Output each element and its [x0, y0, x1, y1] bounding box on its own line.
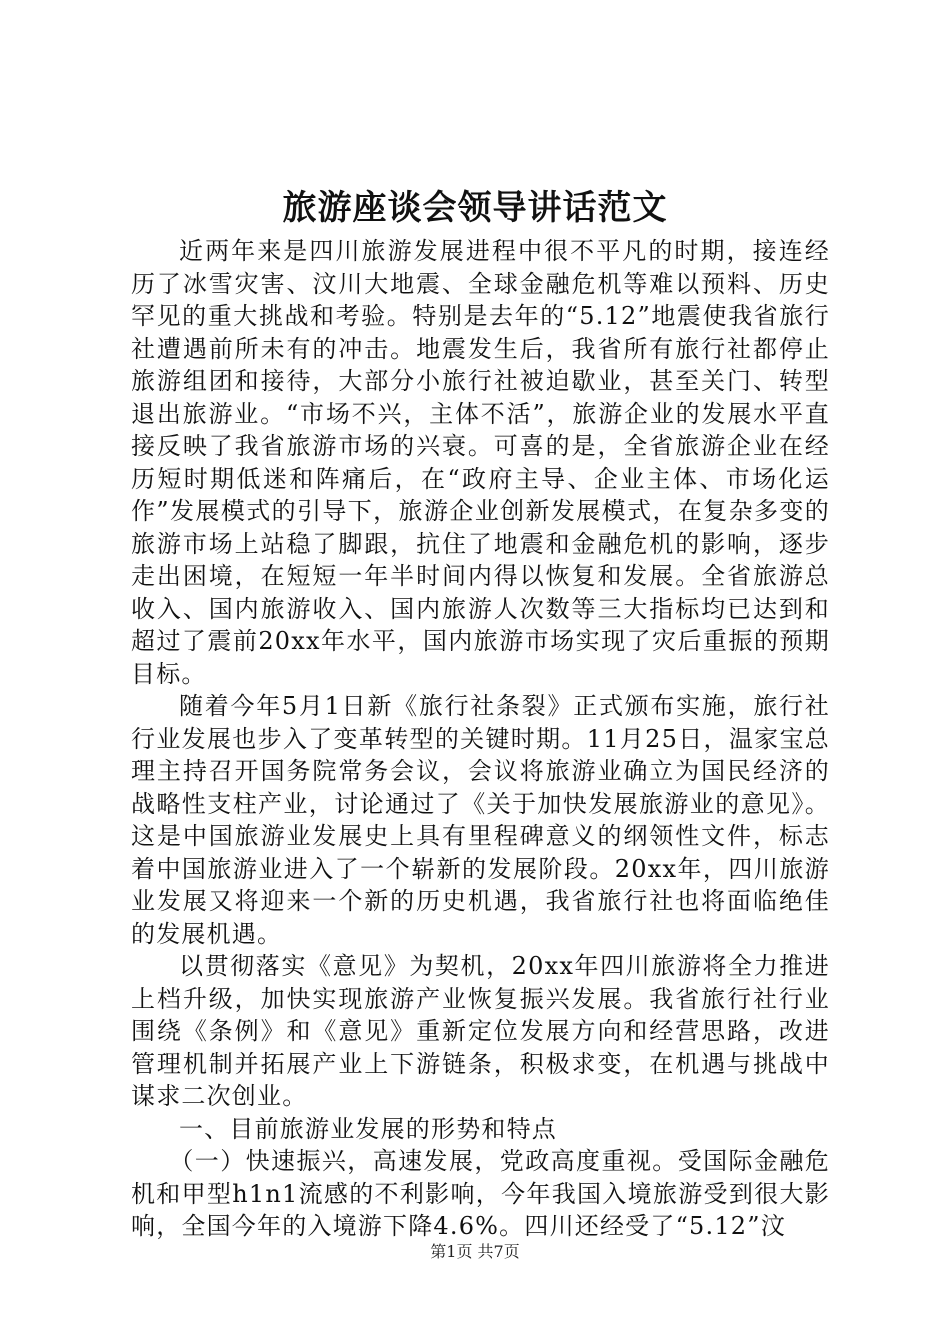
sub-paragraph: （一）快速振兴，高速发展，党政高度重视。受国际金融危机和甲型h1n1流感的不利影响，今年我国入境旅游受到很大影响，全国今年的入境游下降4.6%。四川还经受了“5.12”汶	[131, 1147, 830, 1240]
paragraph-2: 随着今年5月1日新《旅行社条裂》正式颁布实施，旅行社行业发展也步入了变革转型的关键时期。11月25日，温家宝总理主持召开国务院常务会议，会议将旅游业确立为国民经济的战略性支柱产业，讨论通过了《关于加快发展旅游业的意见》。这是中国旅游业发展史上具有里程碑意义的纲领性文件，标志着中国旅游业进入了一个崭新的发展阶段。20xx年，四川旅游业发展又将迎来一个新的历史机遇，我省旅行社也将面临绝佳的发展机遇。	[131, 692, 830, 948]
document-body	[131, 235, 830, 1243]
paragraph-1: 近两年来是四川旅游发展进程中很不平凡的时期，接连经历了冰雪灾害、汶川大地震、全球金融危机等难以预料、历史罕见的重大挑战和考验。特别是去年的“5.12”地震使我省旅行社遭遇前所未有的冲击。地震发生后，我省所有旅行社都停止旅游组团和接待，大部分小旅行社被迫歇业，甚至关门、转型退出旅游业。“市场不兴，主体不活”，旅游企业的发展水平直接反映了我省旅游市场的兴衰。可喜的是，全省旅游企业在经历短时期低迷和阵痛后，在“政府主导、企业主体、市场化运作”发展模式的引导下，旅游企业创新发展模式，在复杂多变的旅游市场上站稳了脚跟，抗住了地震和金融危机的影响，逐步走出困境，在短短一年半时间内得以恢复和发展。全省旅游总收入、国内旅游收入、国内旅游人次数等三大指标均已达到和超过了震前20xx年水平，国内旅游市场实现了灾后重振的预期目标。	[131, 237, 830, 688]
paragraph-3: 以贯彻落实《意见》为契机，20xx年四川旅游将全力推进上档升级，加快实现旅游产业恢复振兴发展。我省旅行社行业围绕《条例》和《意见》重新定位发展方向和经营思路，改进管理机制并拓展产业上下游链条，积极求变，在机遇与挑战中谋求二次创业。	[131, 952, 830, 1110]
page-footer: 第1页 共7页	[430, 1242, 520, 1261]
section-heading: 一、目前旅游业发展的形势和特点	[179, 1114, 557, 1143]
document-title: 旅游座谈会领导讲话范文	[282, 188, 668, 228]
